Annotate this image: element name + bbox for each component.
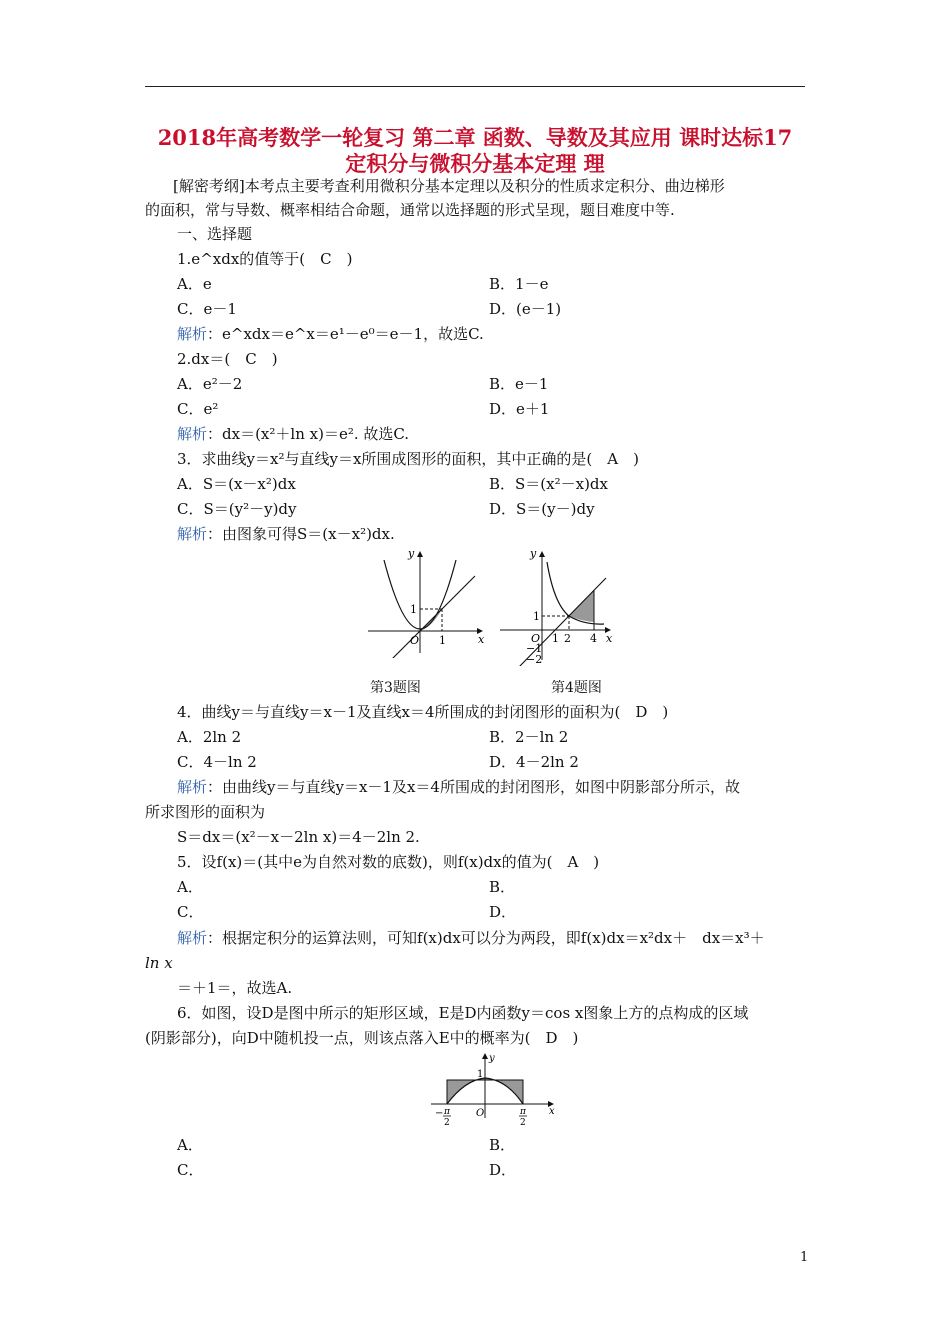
q4-option-c: C．4－ln 2 <box>177 753 257 771</box>
q3-option-a: A．S＝(x－x²)dx <box>177 475 296 493</box>
q6-stem-line-1: 6．如图，设D是图中所示的矩形区域，E是D内函数y＝cos x图象上方的点构成的区域 <box>177 1004 749 1022</box>
fig4-y-label: y <box>530 548 537 560</box>
page-title: 2018年高考数学一轮复习 第二章 函数、导数及其应用 课时达标17 <box>157 125 793 150</box>
q4-solution-line-3: S＝dx＝(x²－x－2ln x)＝4－2ln 2. <box>177 828 420 846</box>
q3-option-d: D．S＝(y－)dy <box>489 500 595 518</box>
q5-stem: 5．设f(x)＝(其中e为自然对数的底数)，则f(x)dx的值为( A ) <box>177 853 600 871</box>
fig3-x-label: x <box>478 633 485 646</box>
q5-solution <box>177 928 765 948</box>
q4-solution-line-2: 所求图形的面积为 <box>145 803 266 821</box>
q5-option-c: C． <box>177 903 204 921</box>
q6-option-c: C． <box>177 1161 204 1179</box>
page-subtitle: 定积分与微积分基本定理 理 <box>345 151 605 176</box>
fig6-y-tick-1: 1 <box>477 1069 484 1080</box>
q2-option-a: A．e²－2 <box>177 375 243 393</box>
fig3-x-tick-1: 1 <box>439 634 446 647</box>
fig4-y-tick-neg2: −2 <box>526 653 543 666</box>
q4-stem: 4．曲线y＝与直线y＝x－1及直线x＝4所围成的封闭图形的面积为( D ) <box>177 703 669 721</box>
q1-solution <box>177 324 484 344</box>
fig4-y-tick-neg1: −1 <box>526 642 543 655</box>
q4-option-a: A．2ln 2 <box>177 728 242 746</box>
q5-option-a: A． <box>177 878 203 896</box>
q6-stem-line-2: (阴影部分)，向D中随机投一点，则该点落入E中的概率为( D ) <box>145 1029 579 1047</box>
section-heading: 一、选择题 <box>177 225 253 243</box>
fig6-neg-pi-num: π <box>444 1107 450 1117</box>
fig6-pi-den: 2 <box>520 1118 526 1128</box>
q1-stem: 1.e^xdx的值等于( C ) <box>177 250 353 268</box>
fig6-y-label: y <box>489 1053 495 1064</box>
q1-option-c: C．e－1 <box>177 300 237 318</box>
intro-line-2: 的面积，常与导数、概率相结合命题，通常以选择题的形式呈现，题目难度中等. <box>145 201 675 219</box>
fig4-x-tick-2: 2 <box>564 632 571 645</box>
fig4-x-tick-4: 4 <box>590 632 597 645</box>
q2-solution-label: 解析 <box>177 425 208 443</box>
fig4-x-tick-1: 1 <box>552 632 559 645</box>
q1-option-d: D．(e－1) <box>489 300 562 318</box>
q4-solution-text: ：由曲线y＝与直线y＝x－1及x＝4所围成的封闭图形，如图中阴影部分所示，故 <box>207 778 740 796</box>
q5-option-d: D． <box>489 903 517 921</box>
figure-3-caption: 第3题图 <box>370 680 421 696</box>
q2-option-c: C．e² <box>177 400 219 418</box>
fig4-origin-label: O <box>531 632 541 645</box>
q3-option-b: B．S＝(x²－x)dx <box>489 475 608 493</box>
fig6-neg-pi-den: 2 <box>444 1118 450 1128</box>
q6-option-b: B． <box>489 1136 516 1154</box>
q3-solution-text: ：由图象可得S＝(x－x²)dx. <box>207 525 395 543</box>
q3-solution-label: 解析 <box>177 525 208 543</box>
q3-solution <box>177 524 395 544</box>
page-number: 1 <box>800 1250 809 1265</box>
q2-option-b: B．e－1 <box>489 375 549 393</box>
q5-option-b: B． <box>489 878 516 896</box>
q1-option-a: A．e <box>177 275 212 293</box>
fig6-pi-num: π <box>520 1107 526 1117</box>
q1-solution-text: ：e^xdx＝e^x＝e¹－e⁰＝e－1，故选C. <box>207 325 484 343</box>
intro-line-1: [解密考纲]本考点主要考查利用微积分基本定理以及积分的性质求定积分、曲边梯形 <box>173 177 725 195</box>
fig4-y-tick-1: 1 <box>533 610 540 623</box>
q2-solution <box>177 424 409 444</box>
figure-6-graph <box>425 1050 560 1130</box>
q6-option-d: D． <box>489 1161 517 1179</box>
fig6-x-label: x <box>549 1106 555 1117</box>
q2-solution-text: ：dx＝(x²＋ln x)＝e². 故选C. <box>207 425 410 443</box>
q5-solution-text: ：根据定积分的运算法则，可知f(x)dx可以分为两段，即f(x)dx＝x²dx＋ dx＝x³＋ <box>207 929 765 947</box>
fig6-neg-sign: − <box>435 1108 444 1119</box>
fig3-origin-label: O <box>410 634 420 647</box>
figure-4-graph <box>496 548 616 666</box>
fig3-line <box>380 576 475 658</box>
q4-option-d: D．4－2ln 2 <box>489 753 579 771</box>
q1-option-b: B．1－e <box>489 275 549 293</box>
fig3-y-label: y <box>408 548 415 560</box>
q4-option-b: B．2－ln 2 <box>489 728 569 746</box>
q6-option-a: A． <box>177 1136 203 1154</box>
figure-4-caption: 第4题图 <box>551 680 602 696</box>
q3-stem: 3．求曲线y＝x²与直线y＝x所围成图形的面积，其中正确的是( A ) <box>177 450 639 468</box>
q5-solution-line-2: ln x <box>145 954 173 972</box>
q1-solution-label: 解析 <box>177 325 208 343</box>
q3-option-c: C．S＝(y²－y)dy <box>177 500 297 518</box>
q5-solution-label: 解析 <box>177 929 208 947</box>
figure-3-graph <box>360 548 490 658</box>
fig4-x-label: x <box>606 632 613 645</box>
fig6-origin-label: O <box>476 1108 485 1119</box>
q4-solution <box>177 777 740 797</box>
q2-stem: 2.dx＝( C ) <box>177 350 278 368</box>
q2-option-d: D．e＋1 <box>489 400 550 418</box>
fig3-y-tick-1: 1 <box>410 603 417 616</box>
top-rule <box>145 86 805 87</box>
q5-solution-line-3: ＝＋1＝，故选A. <box>177 979 293 997</box>
q4-solution-label: 解析 <box>177 778 208 796</box>
